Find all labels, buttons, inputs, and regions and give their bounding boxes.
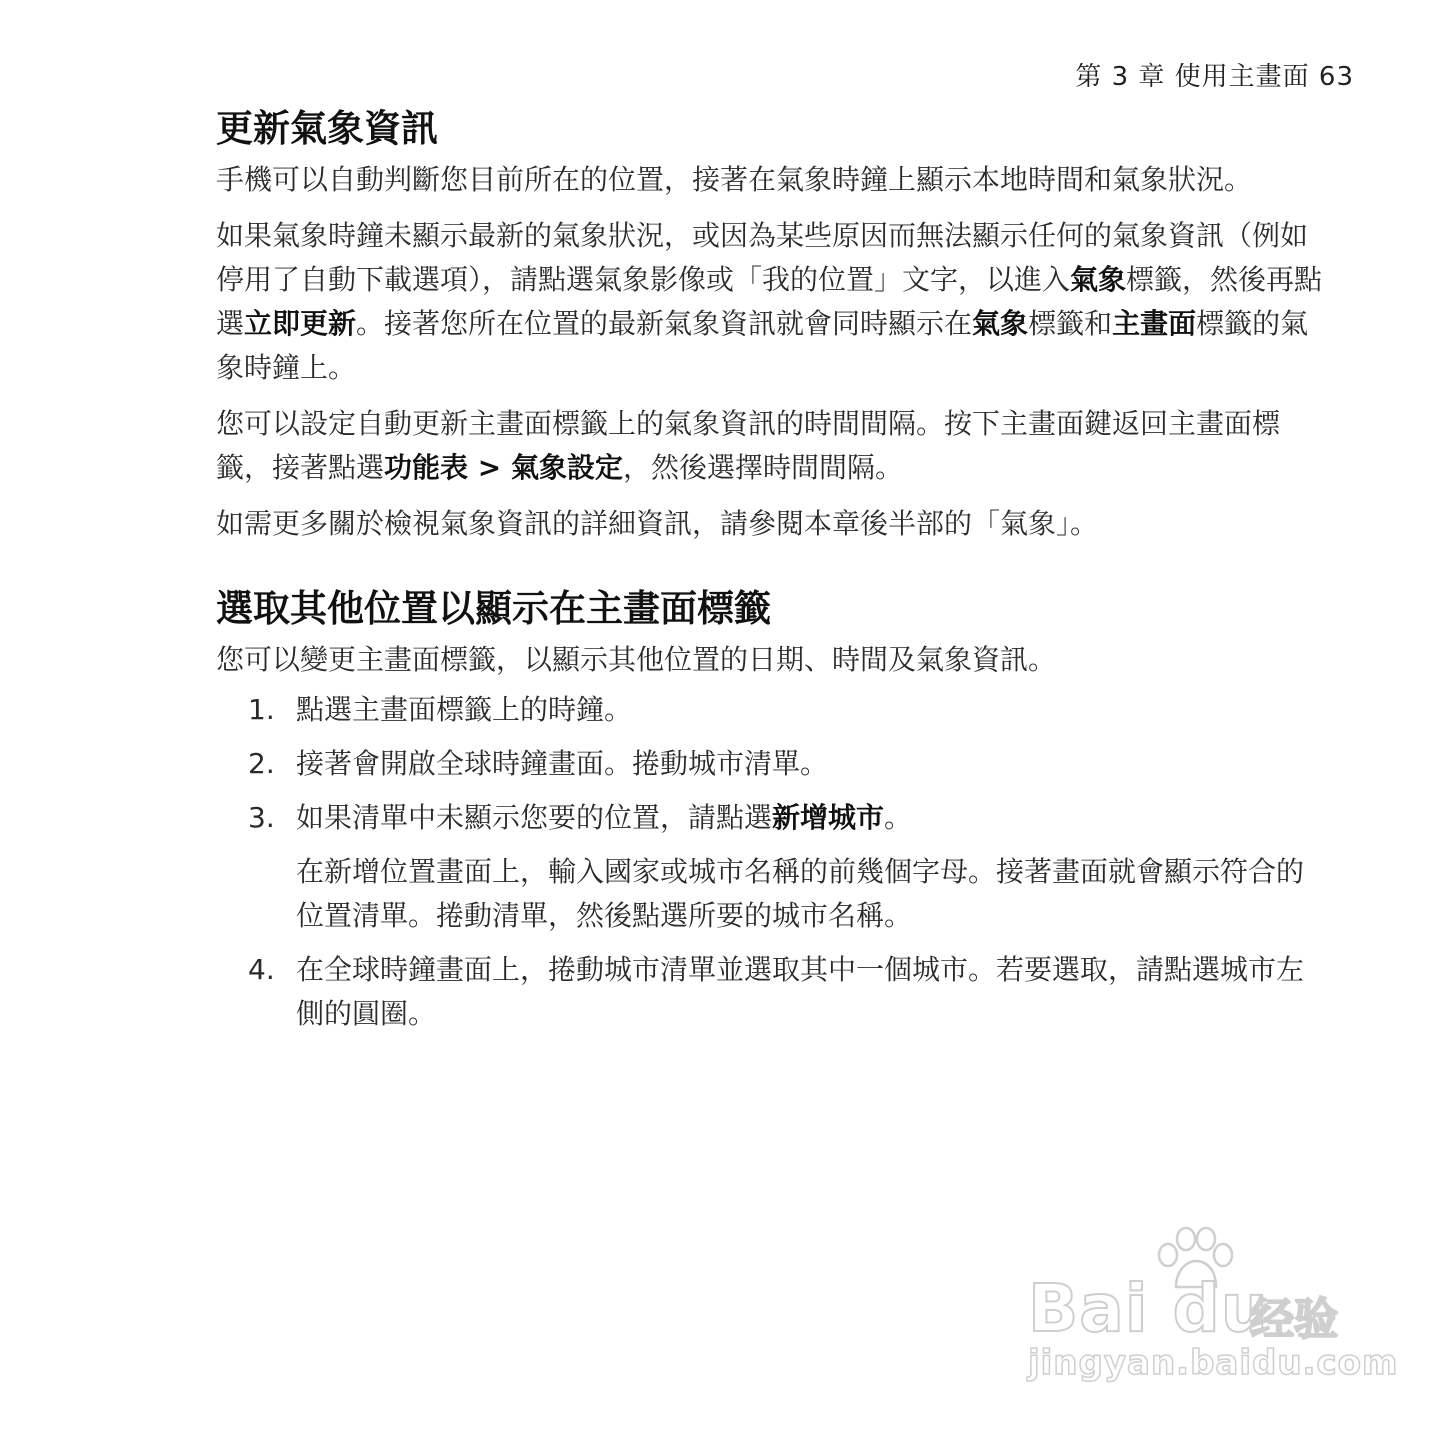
watermark-label: 经验: [1250, 1294, 1338, 1345]
section-title: 選取其他位置以顯示在主畫面標籤: [216, 587, 771, 630]
baidu-watermark: [1020, 1225, 1399, 1395]
section-select-location: [216, 580, 1328, 1036]
content: [216, 100, 1328, 1046]
section-update-weather: [216, 100, 1328, 546]
list-item: 4. 在全球時鐘畫面上，捲動城市清單並選取其中一個城市。若要選取，請點選城市左側的圓圈。: [216, 948, 1328, 1036]
running-header: 第 3 章 使用主畫面 63: [1075, 62, 1354, 92]
paragraph: 如果氣象時鐘未顯示最新的氣象狀況，或因為某些原因而無法顯示任何的氣象資訊（例如停用了自動下載選項），請點選氣象影像或「我的位置」文字，以進入氣象標籤，然後再點選立即更新。接著您所在位置的最新氣象資訊就會同時顯示在氣象標籤和主畫面標籤的氣象時鐘上。: [216, 219, 1323, 384]
paragraph: 您可以變更主畫面標籤，以顯示其他位置的日期、時間及氣象資訊。: [216, 643, 1057, 676]
section-title: 更新氣象資訊: [216, 107, 438, 150]
paragraph: 如需更多關於檢視氣象資訊的詳細資訊，請參閱本章後半部的「氣象」。: [216, 507, 1099, 540]
step-number: 1.: [248, 693, 275, 726]
list-item: 1. 點選主畫面標籤上的時鐘。: [216, 688, 1328, 732]
bold-term: 立即更新: [244, 307, 357, 340]
step-number: 2.: [248, 747, 275, 780]
paragraph: 手機可以自動判斷您目前所在的位置，接著在氣象時鐘上顯示本地時間和氣象狀況。: [216, 163, 1253, 196]
bold-term: 新增城市: [772, 801, 885, 834]
step-number: 4.: [248, 953, 275, 986]
step-subtext: 在新增位置畫面上，輸入國家或城市名稱的前幾個字母。接著畫面就會顯示符合的位置清單。捲動清單，然後點選所要的城市名稱。: [296, 855, 1305, 932]
watermark-url: jingyan.baidu.com: [1028, 1343, 1399, 1383]
list-item: 2. 接著會開啟全球時鐘畫面。捲動城市清單。: [216, 742, 1328, 786]
watermark-brand: Bai du: [1028, 1270, 1269, 1347]
steps-list: [216, 688, 1328, 1036]
paragraph: 您可以設定自動更新主畫面標籤上的氣象資訊的時間間隔。按下主畫面鍵返回主畫面標籤，接著點選功能表 > 氣象設定，然後選擇時間間隔。: [216, 407, 1281, 484]
bold-term: 功能表 > 氣象設定: [384, 451, 623, 484]
bold-term: 氣象: [1070, 263, 1127, 296]
step-number: 3.: [248, 801, 275, 834]
bold-term: 氣象: [972, 307, 1029, 340]
list-item: 3. 如果清單中未顯示您要的位置，請點選新增城市。 在新增位置畫面上，輸入國家或城市名稱的前幾個字母。接著畫面就會顯示符合的位置清單。捲動清單，然後點選所要的城市名稱。: [216, 796, 1328, 938]
bold-term: 主畫面: [1112, 307, 1197, 340]
